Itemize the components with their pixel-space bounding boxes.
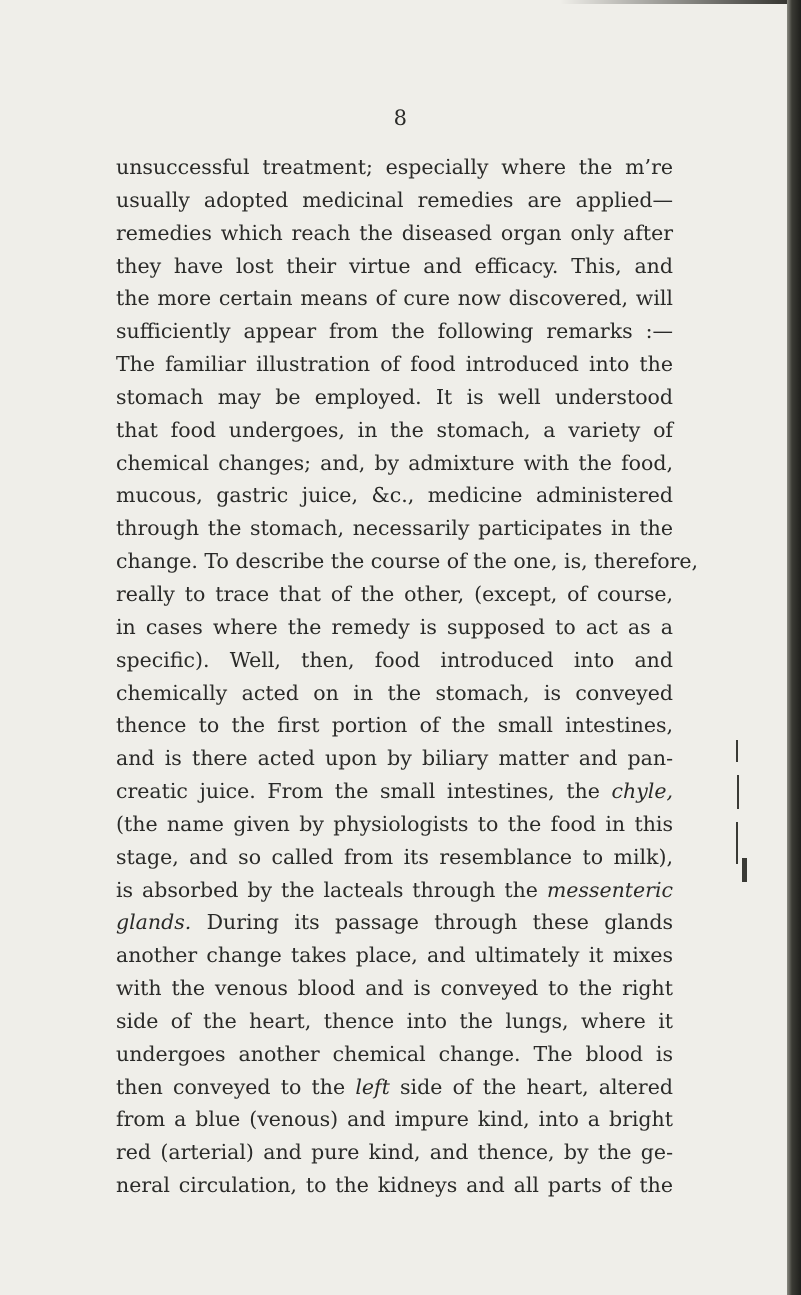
text-line	[116, 1038, 673, 1071]
text-line	[116, 841, 673, 874]
text-run: then conveyed to the	[116, 1074, 356, 1099]
page-number: 8	[393, 106, 408, 130]
text-run: through the stomach, necessarily participates in the	[116, 516, 673, 541]
text-run: The familiar illustration of food introduced into the	[116, 352, 673, 377]
text-run: red (arterial) and pure kind, and thence, by the ge-	[116, 1140, 673, 1165]
text-line	[116, 447, 673, 480]
text-line	[116, 578, 673, 611]
text-run: that food undergoes, in the stomach, a variety of	[116, 417, 673, 442]
italic-text: glands.	[116, 910, 192, 935]
text-run: stomach may be employed. It is well understood	[116, 384, 673, 409]
text-line	[116, 348, 673, 381]
italic-text: left	[355, 1074, 390, 1099]
text-line	[116, 1103, 673, 1136]
text-line	[116, 1136, 673, 1169]
text-line	[116, 545, 699, 578]
text-run: unsuccessful treatment; especially where the m’re	[116, 155, 673, 179]
text-run: thence to the first portion of the small intestines,	[116, 713, 673, 738]
text-line	[116, 677, 673, 710]
text-line	[116, 611, 673, 644]
margin-mark	[736, 740, 738, 762]
text-run: chemically acted on in the stomach, is conveyed	[116, 680, 673, 705]
text-run: specific). Well, then, food introduced into and	[116, 647, 673, 672]
text-line	[116, 709, 673, 742]
text-run: creatic juice. From the small intestines, the	[116, 779, 612, 804]
text-line	[116, 808, 673, 841]
text-line	[116, 512, 673, 545]
text-run: change. To describe the course of the one, is, therefore,	[116, 549, 699, 574]
text-run: in cases where the remedy is supposed to act as a	[116, 614, 673, 639]
text-line	[116, 250, 673, 283]
text-line	[116, 972, 673, 1005]
text-run: mucous, gastric juice, &c., medicine administered	[116, 483, 673, 508]
text-run: from a blue (venous) and impure kind, into a bright	[116, 1107, 673, 1132]
text-run: neral circulation, to the kidneys and all parts of the	[116, 1173, 673, 1198]
text-line	[116, 479, 673, 512]
margin-mark	[737, 775, 739, 809]
text-run: they have lost their virtue and efficacy. This, and	[116, 253, 673, 278]
page-top-shadow	[560, 0, 801, 4]
text-line	[116, 1005, 673, 1038]
text-line	[116, 939, 673, 972]
text-run: and is there acted upon by biliary matter and pan-	[116, 746, 673, 771]
italic-text: messenteric	[546, 877, 673, 902]
text-run: remedies which reach the diseased organ only after	[116, 220, 673, 245]
text-line	[116, 874, 673, 907]
text-run: (the name given by physiologists to the food in this	[116, 811, 673, 836]
text-run: usually adopted medicinal remedies are applied—	[116, 187, 673, 212]
text-line	[116, 906, 673, 939]
text-line	[116, 315, 673, 348]
text-line	[116, 644, 673, 677]
margin-mark	[736, 822, 738, 864]
text-line	[116, 414, 673, 447]
text-run: another change takes place, and ultimately it mixes	[116, 943, 673, 968]
text-run: with the venous blood and is conveyed to the right	[116, 976, 673, 1001]
text-line	[116, 151, 673, 184]
text-run: During its passage through these glands	[191, 910, 673, 935]
text-line	[116, 775, 673, 808]
text-run: is absorbed by the lacteals through the	[116, 877, 547, 902]
margin-mark	[742, 858, 747, 882]
italic-text: chyle,	[611, 779, 673, 804]
text-run: really to trace that of the other, (except, of course,	[116, 581, 673, 606]
text-line	[116, 282, 673, 315]
text-line	[116, 381, 673, 414]
text-line	[116, 742, 673, 775]
text-line	[116, 217, 673, 250]
body-text	[116, 151, 699, 1202]
text-run: side of the heart, altered	[389, 1074, 673, 1099]
text-run: chemical changes; and, by admixture with the food,	[116, 450, 673, 475]
text-line	[116, 1169, 673, 1202]
text-run: side of the heart, thence into the lungs, where it	[116, 1008, 673, 1033]
text-run: undergoes another chemical change. The blood is	[116, 1041, 673, 1066]
text-run: sufficiently appear from the following remarks :—	[116, 319, 673, 344]
text-run: stage, and so called from its resemblance to milk),	[116, 844, 673, 869]
text-line	[116, 1071, 673, 1104]
text-line	[116, 184, 673, 217]
binding-edge	[787, 0, 801, 1295]
text-run: the more certain means of cure now discovered, will	[116, 286, 673, 311]
